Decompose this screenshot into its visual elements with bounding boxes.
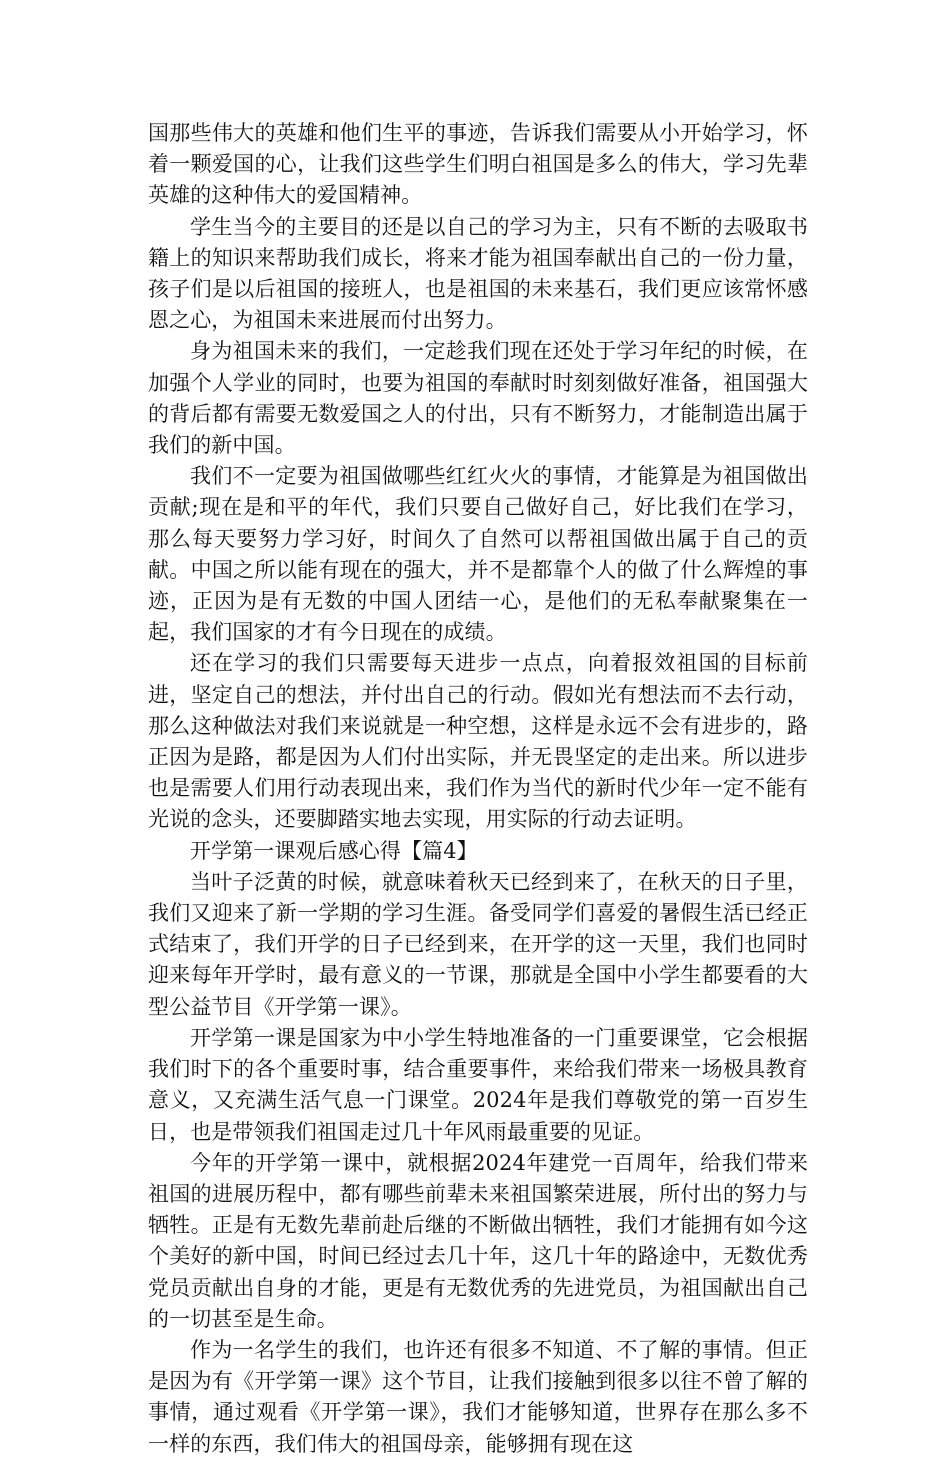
paragraph: 学生当今的主要目的还是以自己的学习为主，只有不断的去吸取书籍上的知识来帮助我们成长，将来才能为祖国奉献出自己的一份力量，孩子们是以后祖国的接班人，也是祖国的未来基石，我们更应该常怀感恩之心，为祖国未来进展而付出努力。: [148, 214, 808, 333]
document-body: [148, 118, 808, 1460]
paragraph: 开学第一课是国家为中小学生特地准备的一门重要课堂，它会根据我们时下的各个重要时事，结合重要事件，来给我们带来一场极具教育意义，又充满生活气息一门课堂。2024年是我们尊敬党的第一百岁生日，也是带领我们祖国走过几十年风雨最重要的见证。: [148, 1025, 808, 1144]
paragraph: 作为一名学生的我们，也许还有很多不知道、不了解的事情。但正是因为有《开学第一课》这个节目，让我们接触到很多以往不曾了解的事情，通过观看《开学第一课》，我们才能够知道，世界存在那么多不一样的东西，我们伟大的祖国母亲，能够拥有现在这: [148, 1337, 808, 1456]
paragraph: 还在学习的我们只需要每天进步一点点，向着报效祖国的目标前进，坚定自己的想法，并付出自己的行动。假如光有想法而不去行动，那么这种做法对我们来说就是一种空想，这样是永远不会有进步的，路正因为是路，都是因为人们付出实际，并无畏坚定的走出来。所以进步也是需要人们用行动表现出来，我们作为当代的新时代少年一定不能有光说的念头，还要脚踏实地去实现，用实际的行动去证明。: [148, 651, 808, 832]
section-heading: 开学第一课观后感心得【篇4】: [190, 838, 478, 863]
paragraph: 当叶子泛黄的时候，就意味着秋天已经到来了，在秋天的日子里，我们又迎来了新一学期的学习生涯。备受同学们喜爱的暑假生活已经正式结束了，我们开学的日子已经到来，在开学的这一天里，我们也同时迎来每年开学时，最有意义的一节课，那就是全国中小学生都要看的大型公益节目《开学第一课》。: [148, 869, 808, 1019]
paragraph: 我们不一定要为祖国做哪些红红火火的事情，才能算是为祖国做出贡献;现在是和平的年代，我们只要自己做好自己，好比我们在学习，那么每天要努力学习好，时间久了自然可以帮祖国做出属于自己的贡献。中国之所以能有现在的强大，并不是都靠个人的做了什么辉煌的事迹，正因为是有无数的中国人团结一心，是他们的无私奉献聚集在一起，我们国家的才有今日现在的成绩。: [148, 464, 808, 645]
paragraph-continuation: 国那些伟大的英雄和他们生平的事迹，告诉我们需要从小开始学习，怀着一颗爱国的心，让我们这些学生们明白祖国是多么的伟大，学习先辈英雄的这种伟大的爱国精神。: [148, 121, 808, 208]
paragraph: 身为祖国未来的我们，一定趁我们现在还处于学习年纪的时候，在加强个人学业的同时，也要为祖国的奉献时时刻刻做好准备，祖国强大的背后都有需要无数爱国之人的付出，只有不断努力，才能制造出属于我们的新中国。: [148, 339, 808, 458]
paragraph: 今年的开学第一课中，就根据2024年建党一百周年，给我们带来祖国的进展历程中，都有哪些前辈未来祖国繁荣进展，所付出的努力与牺牲。正是有无数先辈前赴后继的不断做出牺牲，我们才能拥有如今这个美好的新中国，时间已经过去几十年，这几十年的路途中，无数优秀党员贡献出自身的才能，更是有无数优秀的先进党员，为祖国献出自己的一切甚至是生命。: [148, 1150, 808, 1331]
